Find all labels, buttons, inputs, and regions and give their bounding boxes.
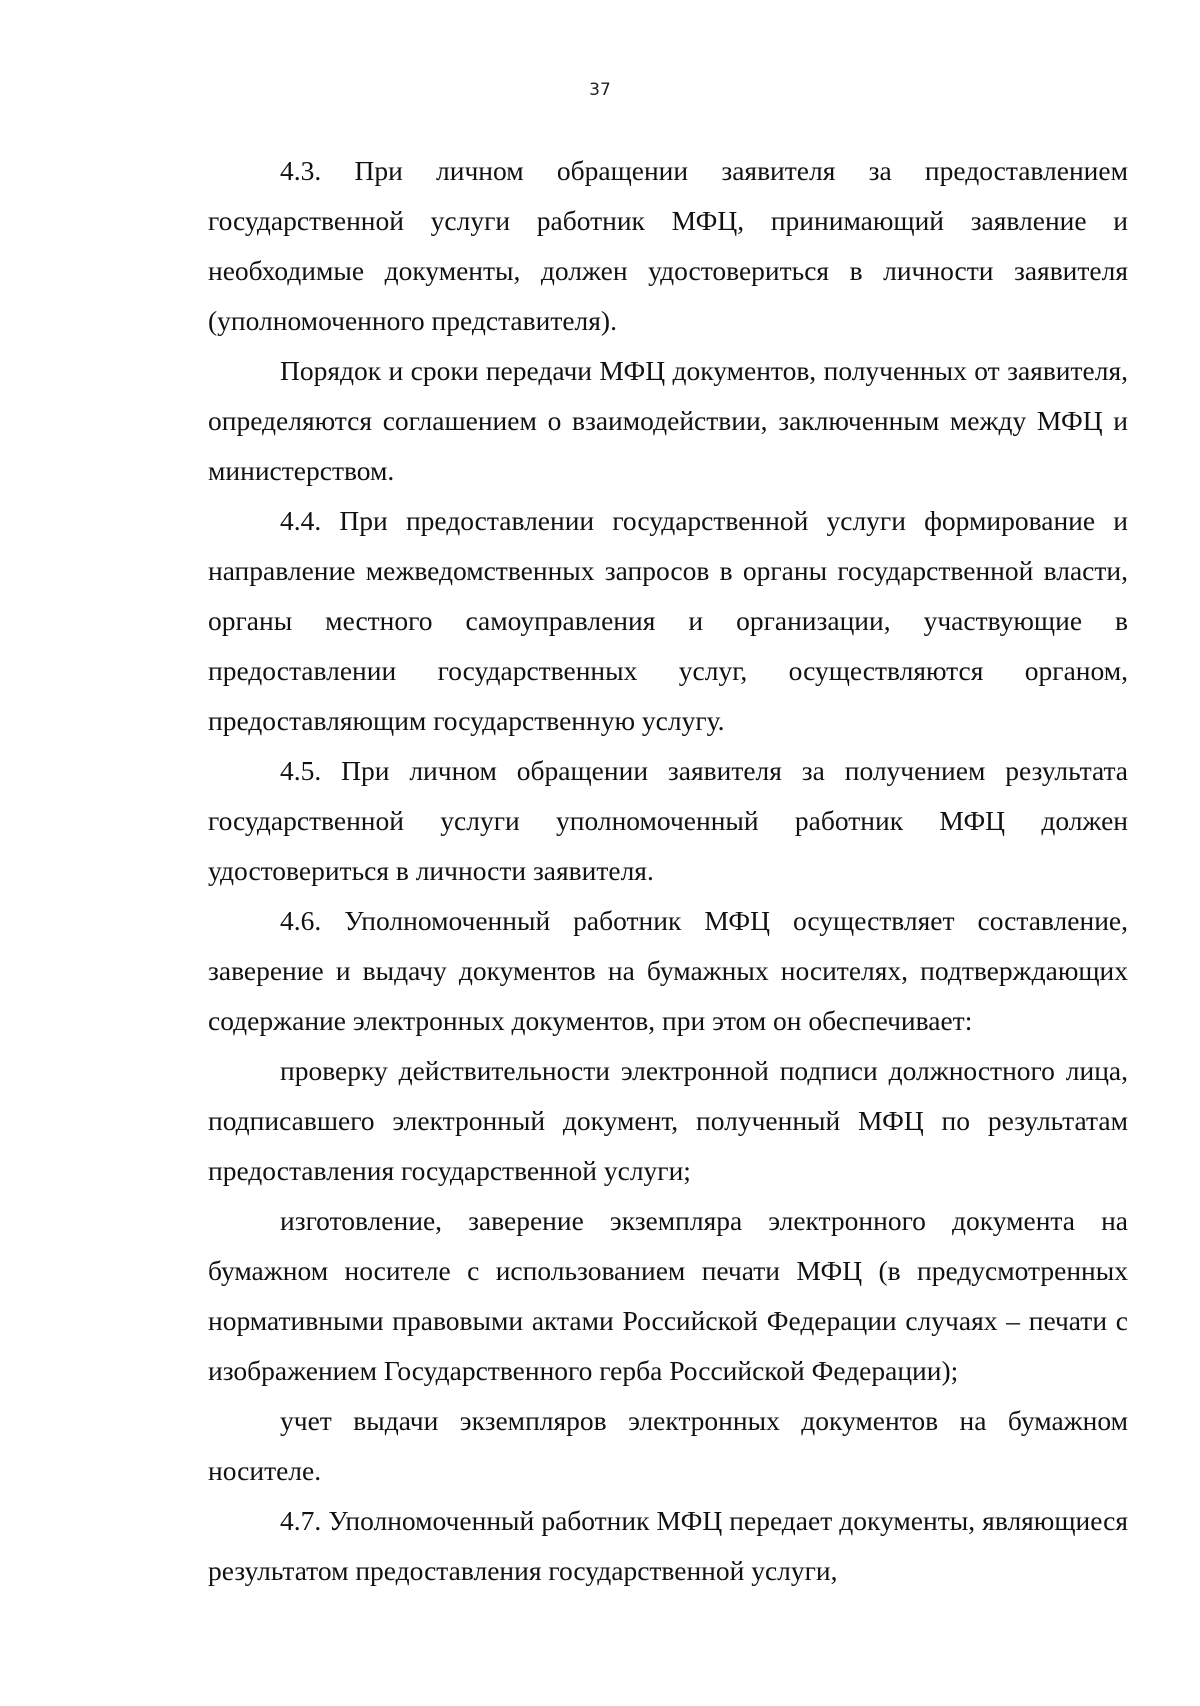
page-number: 37: [589, 80, 611, 100]
paragraph-4-3: 4.3. При личном обращении заявителя за предоставлением государственной услуги работник МФЦ, принимающий заявление и необходимые документы, должен удостовериться в личности заявителя (уполномоченного представителя).: [208, 155, 1128, 336]
paragraph-4-5: 4.5. При личном обращении заявителя за получением результата государственной услуги уполномоченный работник МФЦ должен удостовериться в личности заявителя.: [208, 755, 1128, 886]
document-body: [208, 146, 1128, 1596]
paragraph-paper-copy: изготовление, заверение экземпляра электронного документа на бумажном носителе с использованием печати МФЦ (в предусмотренных нормативными правовыми актами Российской Федерации случаях – печати с изображением Государственного герба Российской Федерации);: [208, 1205, 1128, 1386]
paragraph-4-7: 4.7. Уполномоченный работник МФЦ передает документы, являющиеся результатом предоставления государственной услуги,: [208, 1505, 1128, 1586]
paragraph-signature-check: проверку действительности электронной подписи должностного лица, подписавшего электронный документ, полученный МФЦ по результатам предоставления государственной услуги;: [208, 1055, 1128, 1186]
paragraph-issue-accounting: учет выдачи экземпляров электронных документов на бумажном носителе.: [208, 1405, 1128, 1486]
paragraph-4-6: 4.6. Уполномоченный работник МФЦ осуществляет составление, заверение и выдачу документов на бумажных носителях, подтверждающих содержание электронных документов, при этом он обеспечивает:: [208, 905, 1128, 1036]
paragraph-transfer-order: Порядок и сроки передачи МФЦ документов, полученных от заявителя, определяются соглашением о взаимодействии, заключенным между МФЦ и министерством.: [208, 355, 1128, 486]
paragraph-4-4: 4.4. При предоставлении государственной услуги формирование и направление межведомственных запросов в органы государственной власти, органы местного самоуправления и организации, участвующие в предоставлении государственных услуг, осуществляются органом, предоставляющим государственную услугу.: [208, 505, 1128, 736]
